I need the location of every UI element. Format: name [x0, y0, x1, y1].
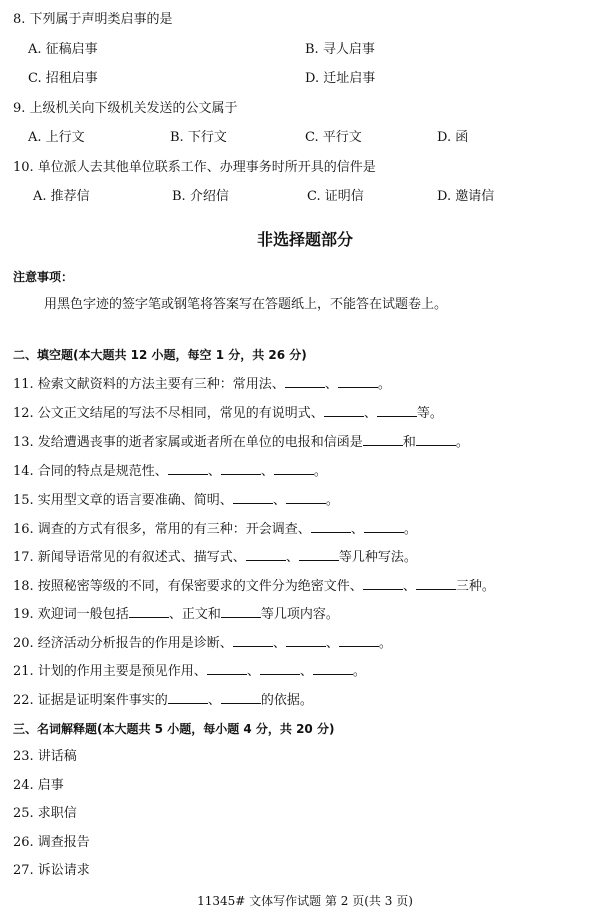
question-9-option-a: A. 上行文: [28, 130, 85, 145]
question-15: [13, 491, 339, 510]
question-21: [13, 662, 366, 681]
question-18-text: 18. 按照秘密等级的不同，有保密要求的文件分为绝密文件、: [13, 579, 363, 594]
question-11-ending: 。: [377, 377, 391, 392]
question-16-text: 16. 调查的方式有很多，常用的有三种：开会调查、: [13, 522, 311, 537]
question-10-option-d: D. 邀请信: [437, 189, 495, 204]
question-17-text: 17. 新闻导语常见的有叙述式、描写式、: [13, 550, 246, 565]
answer-blank[interactable]: [377, 404, 417, 417]
question-15-ending: 。: [325, 493, 339, 508]
question-22: [13, 691, 313, 710]
answer-blank[interactable]: [416, 433, 456, 446]
question-8-option-c: C. 招租启事: [28, 71, 98, 86]
question-12-text: 12. 公文正文结尾的写法不尽相同，常见的有说明式、: [13, 406, 324, 421]
answer-blank[interactable]: [299, 548, 339, 561]
question-19-ending: 等几项内容。: [260, 607, 339, 622]
question-12: [13, 404, 443, 423]
question-20-text: 20. 经济活动分析报告的作用是诊断、: [13, 636, 233, 651]
question-22-separator: 、: [207, 693, 221, 708]
question-22-ending: 的依据。: [260, 693, 313, 708]
question-11-text: 11. 检索文献资料的方法主要有三种：常用法、: [13, 377, 285, 392]
answer-blank[interactable]: [207, 662, 247, 675]
question-14: [13, 462, 327, 481]
question-8-stem: 8. 下列属于声明类启事的是: [13, 12, 173, 27]
question-10-option-c: C. 证明信: [307, 189, 364, 204]
question-21-separator: 、: [246, 664, 260, 679]
answer-blank[interactable]: [246, 548, 286, 561]
question-12-separator: 、: [363, 406, 377, 421]
answer-blank[interactable]: [285, 375, 325, 388]
answer-blank[interactable]: [221, 605, 261, 618]
question-22-text: 22. 证据是证明案件事实的: [13, 693, 168, 708]
question-15-separator: 、: [272, 493, 286, 508]
question-18-separator: 、: [402, 579, 416, 594]
question-21-ending: 。: [352, 664, 366, 679]
question-13-text: 13. 发给遭遇丧事的逝者家属或逝者所在单位的电报和信函是: [13, 435, 363, 450]
question-14-ending: 。: [313, 464, 327, 479]
answer-blank[interactable]: [313, 662, 353, 675]
notice-text: 用黑色字迹的签字笔或钢笔将答案写在答题纸上，不能答在试题卷上。: [44, 297, 448, 312]
answer-blank[interactable]: [364, 520, 404, 533]
part-title: 非选择题部分: [256, 230, 353, 249]
answer-blank[interactable]: [286, 634, 326, 647]
question-8-option-b: B. 寻人启事: [305, 42, 375, 57]
answer-blank[interactable]: [260, 662, 300, 675]
answer-blank[interactable]: [338, 375, 378, 388]
question-14-text: 14. 合同的特点是规范性、: [13, 464, 168, 479]
section-3-title: 三、名词解释题(本大题共 5 小题，每小题 4 分，共 20 分): [13, 722, 335, 736]
question-20-separator: 、: [325, 636, 339, 651]
question-13: [13, 433, 469, 452]
question-20-ending: 。: [378, 636, 392, 651]
question-19-separator: 、正文和: [168, 607, 221, 622]
question-19: [13, 605, 339, 624]
page-footer: 11345# 文体写作试题 第 2 页(共 3 页): [197, 894, 413, 908]
question-8-option-d: D. 迁址启事: [305, 71, 376, 86]
answer-blank[interactable]: [363, 577, 403, 590]
term-27: 27. 诉讼请求: [13, 863, 90, 878]
question-9-option-d: D. 函: [437, 130, 469, 145]
question-21-text: 21. 计划的作用主要是预见作用、: [13, 664, 207, 679]
answer-blank[interactable]: [221, 462, 261, 475]
term-25: 25. 求职信: [13, 806, 77, 821]
question-14-separator: 、: [260, 464, 274, 479]
notice-heading: 注意事项：: [13, 270, 74, 284]
answer-blank[interactable]: [168, 462, 208, 475]
question-18-ending: 三种。: [455, 579, 495, 594]
question-17: [13, 548, 417, 567]
answer-blank[interactable]: [311, 520, 351, 533]
question-9-stem: 9. 上级机关向下级机关发送的公文属于: [13, 101, 238, 116]
section-2-title: 二、填空题(本大题共 12 小题，每空 1 分，共 26 分): [13, 348, 307, 362]
answer-blank[interactable]: [168, 691, 208, 704]
answer-blank[interactable]: [274, 462, 314, 475]
question-19-text: 19. 欢迎词一般包括: [13, 607, 129, 622]
question-12-ending: 等。: [416, 406, 443, 421]
answer-blank[interactable]: [221, 691, 261, 704]
question-18: [13, 577, 495, 596]
question-10-option-b: B. 介绍信: [172, 189, 229, 204]
answer-blank[interactable]: [286, 491, 326, 504]
question-10-option-a: A. 推荐信: [33, 189, 90, 204]
answer-blank[interactable]: [363, 433, 403, 446]
answer-blank[interactable]: [339, 634, 379, 647]
answer-blank[interactable]: [416, 577, 456, 590]
question-21-separator: 、: [299, 664, 313, 679]
question-17-separator: 、: [285, 550, 299, 565]
question-20-separator: 、: [272, 636, 286, 651]
question-9-option-b: B. 下行文: [170, 130, 227, 145]
question-16-ending: 。: [403, 522, 417, 537]
term-24: 24. 启事: [13, 778, 64, 793]
term-26: 26. 调查报告: [13, 835, 90, 850]
question-11-separator: 、: [324, 377, 338, 392]
question-16: [13, 520, 417, 539]
question-20: [13, 634, 392, 653]
question-16-separator: 、: [350, 522, 364, 537]
question-9-option-c: C. 平行文: [305, 130, 362, 145]
term-23: 23. 讲话稿: [13, 749, 77, 764]
answer-blank[interactable]: [324, 404, 364, 417]
question-11: [13, 375, 391, 394]
question-13-ending: 。: [455, 435, 469, 450]
answer-blank[interactable]: [233, 634, 273, 647]
question-17-ending: 等几种写法。: [338, 550, 417, 565]
question-10-stem: 10. 单位派人去其他单位联系工作、办理事务时所开具的信件是: [13, 160, 376, 175]
answer-blank[interactable]: [233, 491, 273, 504]
question-14-separator: 、: [207, 464, 221, 479]
question-13-separator: 和: [402, 435, 416, 450]
question-8-option-a: A. 征稿启事: [28, 42, 98, 57]
answer-blank[interactable]: [129, 605, 169, 618]
question-15-text: 15. 实用型文章的语言要准确、简明、: [13, 493, 233, 508]
